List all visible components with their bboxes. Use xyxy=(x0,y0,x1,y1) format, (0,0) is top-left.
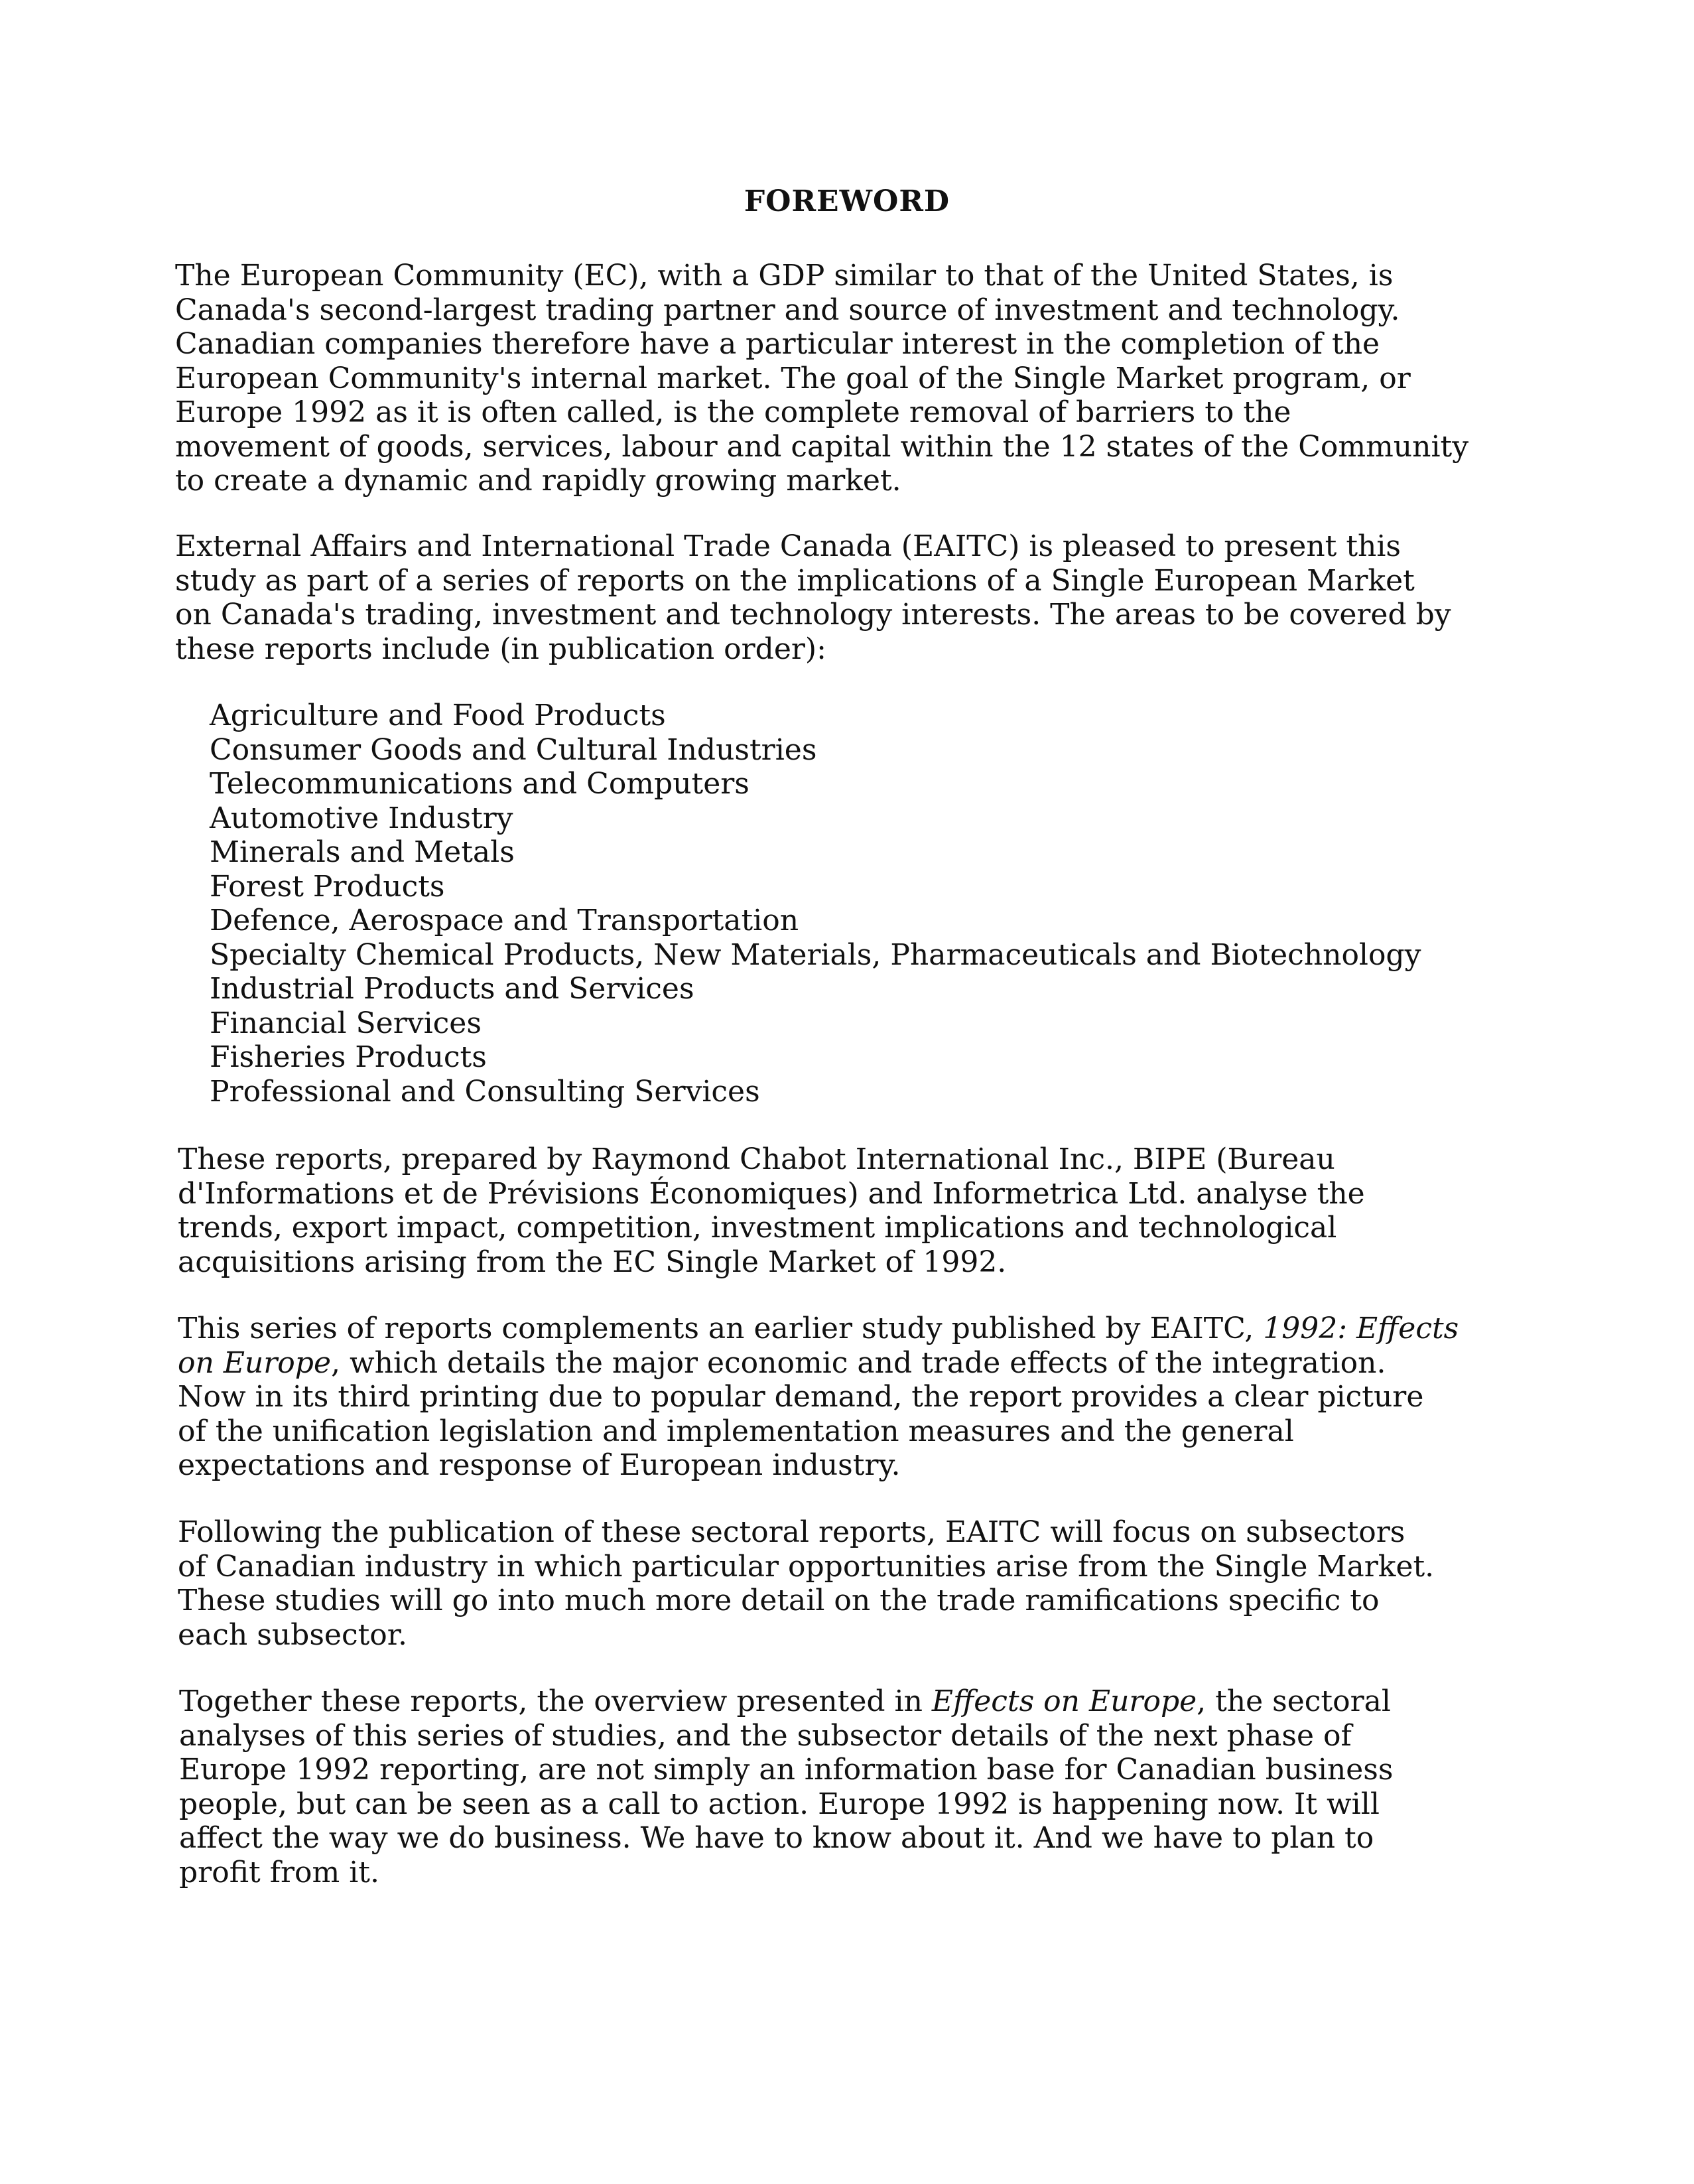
publication-title: on Europe xyxy=(178,1345,331,1380)
text-line xyxy=(178,1312,1571,1346)
text-line: trends, export impact, competition, investment implications and technological xyxy=(178,1211,1337,1245)
text-line: d'Informations et de Prévisions Économiques) and Informetrica Ltd. analyse the xyxy=(178,1176,1365,1211)
text-line: The European Community (EC), with a GDP similar to that of the United States, is xyxy=(175,259,1394,293)
paragraph-earlier-study xyxy=(178,1312,1571,1483)
text-line: Following the publication of these sectoral reports, EAITC will focus on subsectors xyxy=(178,1515,1405,1549)
text-line: These reports, prepared by Raymond Chabot International Inc., BIPE (Bureau xyxy=(178,1142,1335,1176)
text-line xyxy=(178,1346,1571,1381)
text-line: on Canada's trading, investment and technology interests. The areas to be covered by xyxy=(175,598,1451,632)
list-item: Forest Products xyxy=(210,869,445,904)
text-segment: Together these reports, the overview presented in xyxy=(179,1684,932,1718)
list-item: Automotive Industry xyxy=(210,801,513,835)
text-line: Europe 1992 as it is often called, is the complete removal of barriers to the xyxy=(175,395,1291,429)
text-segment: This series of reports complements an earlier study published by EAITC, xyxy=(178,1312,1264,1345)
list-item: Consumer Goods and Cultural Industries xyxy=(210,732,817,767)
text-line: Canada's second-largest trading partner and source of investment and technology. xyxy=(175,293,1400,327)
paragraph-preparers xyxy=(178,1142,1571,1279)
text-line: Canadian companies therefore have a particular interest in the completion of the xyxy=(175,327,1380,361)
text-line: External Affairs and International Trade Canada (EAITC) is pleased to present this xyxy=(175,529,1401,563)
list-item: Industrial Products and Services xyxy=(210,972,694,1006)
text-line: each subsector. xyxy=(178,1617,407,1652)
text-line: Now in its third printing due to popular demand, the report provides a clear picture xyxy=(178,1380,1424,1414)
list-item: Agriculture and Food Products xyxy=(210,699,666,732)
publication-title: 1992: Effects xyxy=(1263,1312,1459,1345)
list-item: Professional and Consulting Services xyxy=(210,1074,760,1109)
text-line: profit from it. xyxy=(179,1855,379,1889)
report-areas-list xyxy=(210,699,1602,1109)
list-item: Telecommunications and Computers xyxy=(210,767,749,801)
paragraph-intro xyxy=(175,259,1568,498)
text-line: study as part of a series of reports on the implications of a Single European Market xyxy=(175,563,1415,598)
text-line: acquisitions arising from the EC Single Market of 1992. xyxy=(178,1245,1007,1279)
list-item: Financial Services xyxy=(210,1006,482,1040)
text-segment: , which details the major economic and trade effects of the integration. xyxy=(331,1345,1386,1380)
list-item: Minerals and Metals xyxy=(210,835,515,869)
text-line: movement of goods, services, labour and capital within the 12 states of the Community xyxy=(175,429,1469,464)
page-title: FOREWORD xyxy=(744,184,950,218)
text-line: European Community's internal market. The goal of the Single Market program, or xyxy=(175,361,1411,395)
list-item: Defence, Aerospace and Transportation xyxy=(210,904,799,937)
text-line: these reports include (in publication order): xyxy=(175,632,826,666)
text-line: These studies will go into much more detail on the trade ramifications specific to xyxy=(178,1584,1380,1617)
text-line: people, but can be seen as a call to action. Europe 1992 is happening now. It will xyxy=(179,1787,1380,1821)
text-segment: , the sectoral xyxy=(1197,1684,1391,1718)
text-line: of Canadian industry in which particular opportunities arise from the Single Market. xyxy=(178,1549,1435,1584)
publication-title: Effects on Europe xyxy=(931,1684,1197,1718)
text-line: analyses of this series of studies, and the subsector details of the next phase of xyxy=(179,1718,1352,1753)
paragraph-call-to-action xyxy=(179,1684,1572,1889)
text-line xyxy=(179,1684,1572,1719)
list-item: Fisheries Products xyxy=(210,1040,487,1074)
text-line: of the unification legislation and implementation measures and the general xyxy=(178,1414,1294,1448)
text-line: affect the way we do business. We have to know about it. And we have to plan to xyxy=(179,1821,1374,1855)
list-item: Specialty Chemical Products, New Materials, Pharmaceuticals and Biotechnology xyxy=(210,937,1421,972)
paragraph-subsectors xyxy=(178,1515,1571,1652)
text-line: to create a dynamic and rapidly growing market. xyxy=(175,464,901,498)
text-line: Europe 1992 reporting, are not simply an information base for Canadian business xyxy=(179,1753,1394,1787)
paragraph-eaitc xyxy=(175,529,1568,666)
text-line: expectations and response of European industry. xyxy=(178,1448,901,1482)
